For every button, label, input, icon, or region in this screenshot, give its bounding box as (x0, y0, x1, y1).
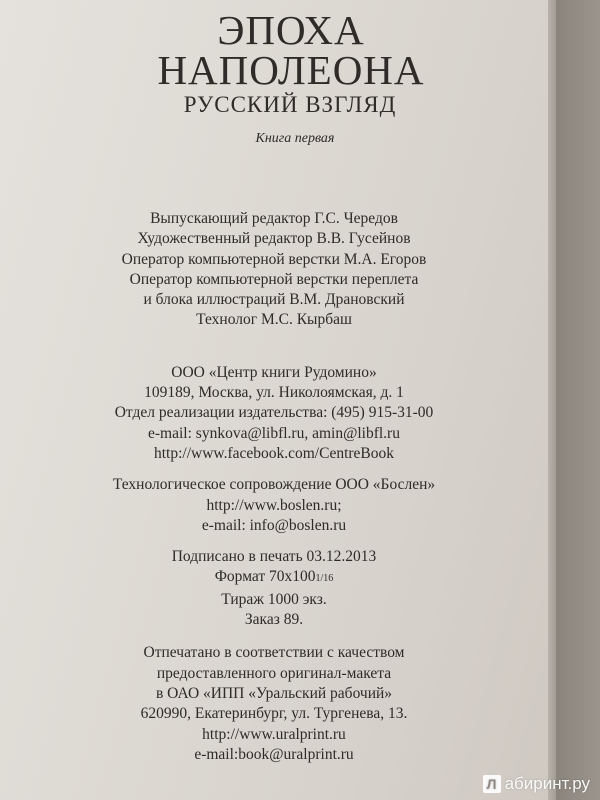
printer-line: 620990, Екатеринбург, ул. Тургенева, 13. (140, 705, 408, 723)
tech-support-block (0, 475, 548, 536)
tech-line: e-mail: info@boslen.ru (201, 516, 347, 534)
printer-line: Отпечатано в соответствии с качеством (143, 644, 405, 662)
site-watermark (483, 774, 590, 794)
book-subtitle: РУССКИЙ ВЗГЛЯД (183, 92, 397, 117)
format-prefix: Формат 70x100 (214, 568, 316, 586)
credit-line: Выпускающий редактор Г.С. Чередов (150, 210, 398, 227)
order-number: Заказ 89. (244, 611, 304, 629)
print-run: Тираж 1000 экз. (221, 590, 327, 608)
page-edge (548, 0, 556, 800)
watermark-logo-icon: Л (483, 775, 501, 793)
printer-line: в ОАО «ИПП «Уральский рабочий» (155, 684, 393, 702)
book-title (0, 0, 548, 93)
printer-line: http://www.uralprint.ru (202, 725, 346, 743)
credits-block (0, 209, 548, 331)
printer-line: предоставленного оригинал-макета (156, 664, 392, 682)
credit-line: и блока иллюстраций В.М. Драновский (143, 291, 405, 309)
printer-block (0, 643, 548, 765)
volume-label: Книга первая (255, 131, 335, 146)
printer-line: e-mail:book@uralprint.ru (194, 745, 354, 763)
publisher-line: Отдел реализации издательства: (495) 915-31-00 (114, 404, 434, 422)
background-surface (556, 0, 600, 800)
publisher-line: http://www.facebook.com/CentreBook (153, 444, 395, 462)
title-line-2: НАПОЛЕОНА (157, 47, 425, 93)
publisher-line: ООО «Центр книги Рудомино» (171, 363, 377, 381)
signed-date: Подписано в печать 03.12.2013 (171, 548, 377, 566)
format-fraction: 1/16 (315, 573, 334, 585)
tech-line: http://www.boslen.ru; (206, 496, 342, 514)
title-line-1: ЭПОХА (217, 7, 365, 53)
credit-line: Художественный редактор В.В. Гусейнов (137, 230, 411, 248)
credit-line: Оператор компьютерной верстки переплета (129, 270, 419, 288)
credit-line: Технолог М.С. Кырбаш (196, 311, 352, 329)
tech-line: Технологическое сопровождение ООО «Бослен» (112, 476, 436, 494)
publisher-line: e-mail: synkova@libfl.ru, amin@libfl.ru (148, 424, 400, 442)
publisher-line: 109189, Москва, ул. Николоямская, д. 1 (144, 384, 404, 402)
print-info-block (0, 547, 548, 630)
watermark-text: абиринт.ру (504, 774, 590, 793)
publisher-block (0, 363, 548, 464)
credit-line: Оператор компьютерной верстки М.А. Егоров (121, 250, 427, 268)
paper-format (0, 567, 548, 589)
